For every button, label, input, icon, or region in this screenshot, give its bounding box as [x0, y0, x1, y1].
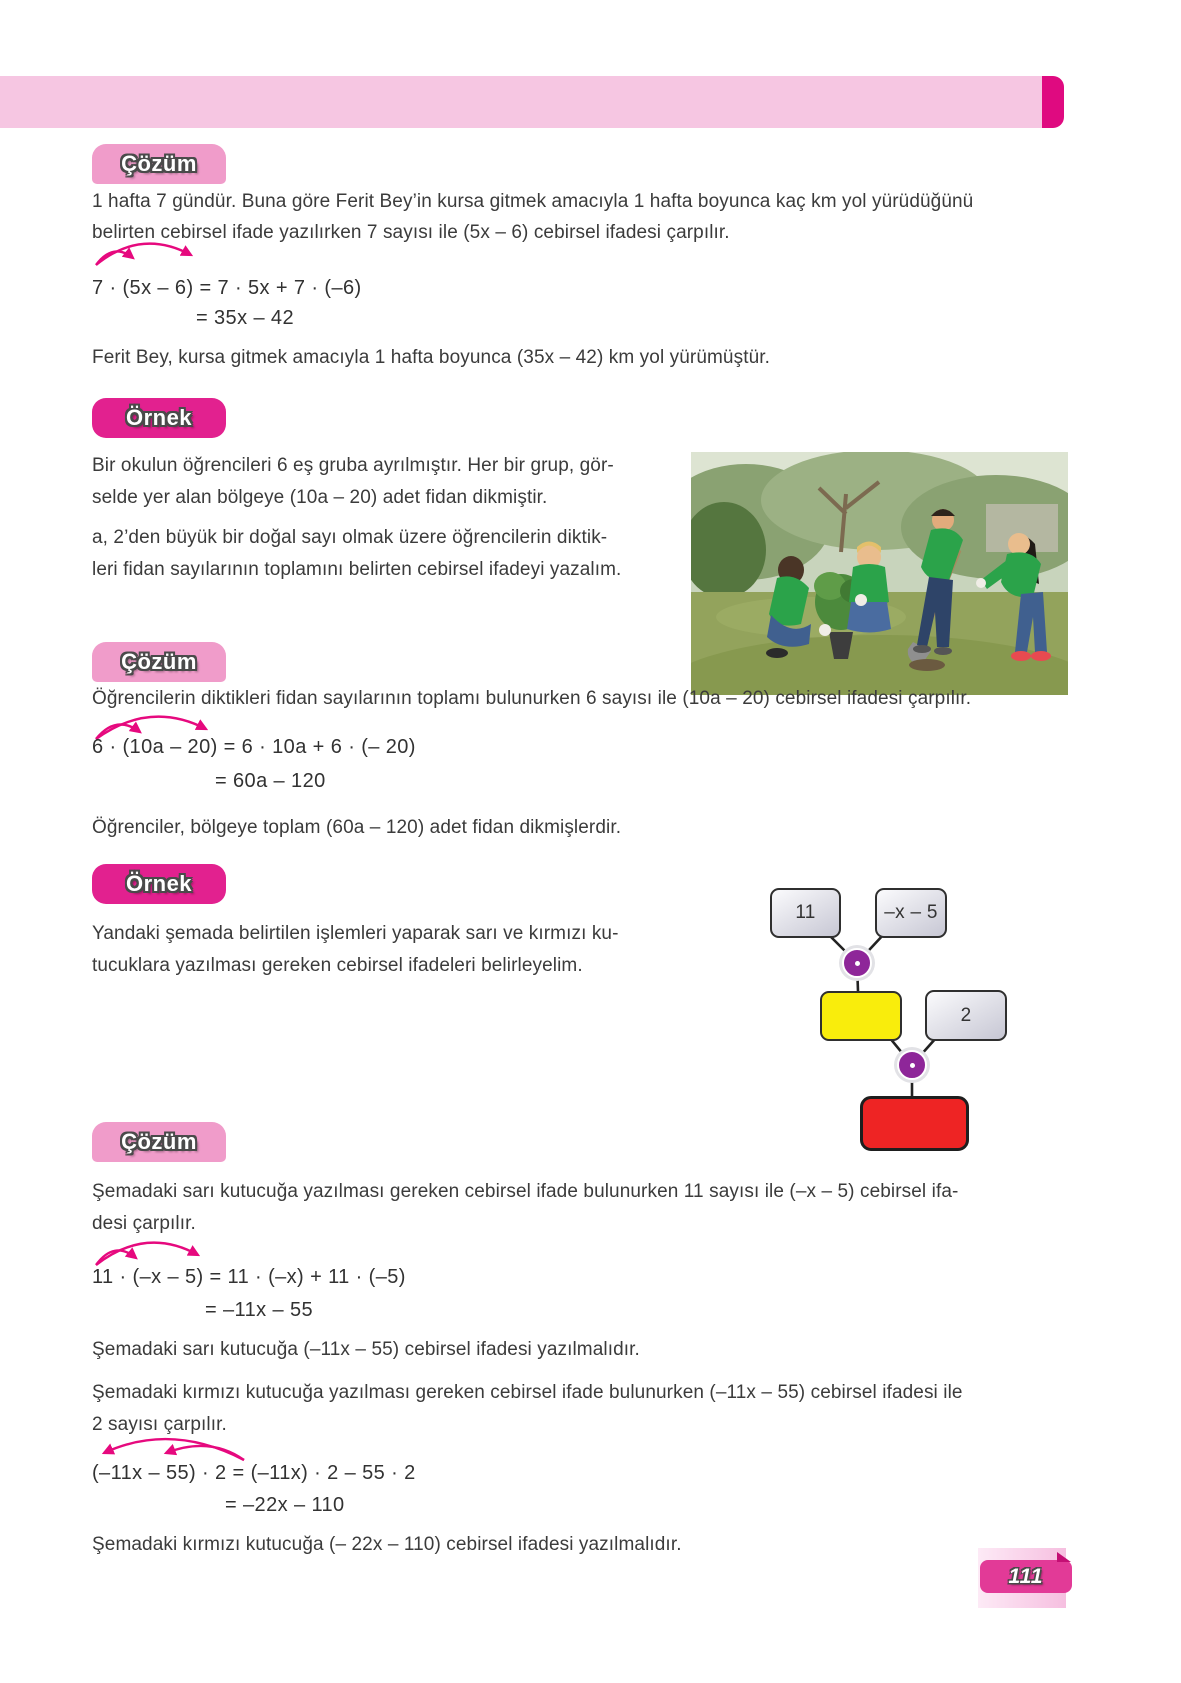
- solution1-paragraph: 1 hafta 7 gündür. Buna göre Ferit Bey’in kursa gitmek amacıyla 1 hafta boyunca kaç km yol yürüdüğünü belirten cebirsel ifade yazılırken 7 sayısı ile (5x – 6) cebirsel ifadesi çarpılır.: [92, 191, 974, 243]
- solution2-conclusion: Öğrenciler, bölgeye toplam (60a – 120) adet fidan dikmişlerdir.: [92, 817, 622, 838]
- header-bar-accent-cap: [1042, 76, 1064, 128]
- diagram-red-box: [860, 1096, 969, 1151]
- example-badge-1: [92, 398, 226, 438]
- solution3-yellow-note: Şemadaki sarı kutucuğa (–11x – 55) cebirsel ifadesi yazılmalıdır.: [92, 1339, 640, 1360]
- solution2-equation-result: = 60a – 120: [215, 770, 326, 792]
- diagram-box-11: 11: [770, 888, 841, 938]
- multiplication-operator-icon: [897, 1050, 927, 1080]
- solution3-equation-2: (–11x – 55) · 2 = (–11x) · 2 – 55 · 2: [92, 1462, 416, 1484]
- header-bar: [0, 76, 1046, 128]
- solution3-paragraph-2: Şemadaki kırmızı kutucuğa yazılması gereken cebirsel ifade bulunurken (–11x – 55) cebirsel ifadesi ile 2 sayısı çarpılır.: [92, 1382, 963, 1435]
- example1-paragraph-2: a, 2’den büyük bir doğal sayı olmak üzere öğrencilerin diktik- leri fidan sayılarının toplamını belirten cebirsel ifadeyi yazalım.: [92, 527, 622, 580]
- solution3-equation-1-result: = –11x – 55: [205, 1299, 314, 1321]
- page-number: 111: [1008, 1564, 1044, 1588]
- solution-badge-label: Çözüm: [121, 649, 197, 674]
- solution2-equation: 6 · (10a – 20) = 6 · 10a + 6 · (– 20): [92, 736, 416, 758]
- example-badge-label: Örnek: [125, 871, 193, 896]
- solution3-paragraph-1: Şemadaki sarı kutucuğa yazılması gereken cebirsel ifade bulunurken 11 sayısı ile (–x – 5) cebirsel ifa- desi çarpılır.: [92, 1181, 959, 1234]
- solution1-conclusion: Ferit Bey, kursa gitmek amacıyla 1 hafta boyunca (35x – 42) km yol yürümüştür.: [92, 347, 771, 368]
- page-number-badge: [980, 1560, 1072, 1593]
- solution1-equation: 7 · (5x – 6) = 7 · 5x + 7 · (–6): [92, 277, 362, 299]
- example-badge-2: [92, 864, 226, 904]
- solution-badge-3: [92, 1122, 226, 1162]
- solution3-conclusion: Şemadaki kırmızı kutucuğa (– 22x – 110) cebirsel ifadesi yazılmalıdır.: [92, 1534, 682, 1555]
- tree-planting-photo: [691, 452, 1068, 695]
- distribution-arrows-1: [88, 238, 218, 268]
- example1-paragraph-1: Bir okulun öğrencileri 6 eş gruba ayrılmıştır. Her bir grup, gör- selde yer alan bölgeye (10a – 20) adet fidan dikmiştir.: [92, 455, 614, 508]
- solution3-equation-2-result: = –22x – 110: [225, 1494, 345, 1516]
- diagram-box-2: 2: [925, 990, 1007, 1041]
- solution1-equation-result: = 35x – 42: [196, 307, 294, 329]
- multiplication-operator-icon: [842, 948, 872, 978]
- solution-badge-label: Çözüm: [121, 151, 197, 176]
- solution2-paragraph: Öğrencilerin diktikleri fidan sayılarının toplamı bulunurken 6 sayısı ile (10a – 20) cebirsel ifadesi çarpılır.: [92, 688, 972, 709]
- diagram-yellow-box: [820, 991, 902, 1041]
- solution-badge-1: [92, 144, 226, 184]
- diagram-box-minus-x-minus-5: –x – 5: [875, 888, 947, 938]
- solution3-equation-1: 11 · (–x – 5) = 11 · (–x) + 11 · (–5): [92, 1266, 406, 1288]
- solution-badge-label: Çözüm: [121, 1129, 197, 1154]
- solution-badge-2: [92, 642, 226, 682]
- example-badge-label: Örnek: [125, 405, 193, 430]
- example2-paragraph: Yandaki şemada belirtilen işlemleri yaparak sarı ve kırmızı ku- tucuklara yazılması gereken cebirsel ifadeleri belirleyelim.: [92, 923, 619, 976]
